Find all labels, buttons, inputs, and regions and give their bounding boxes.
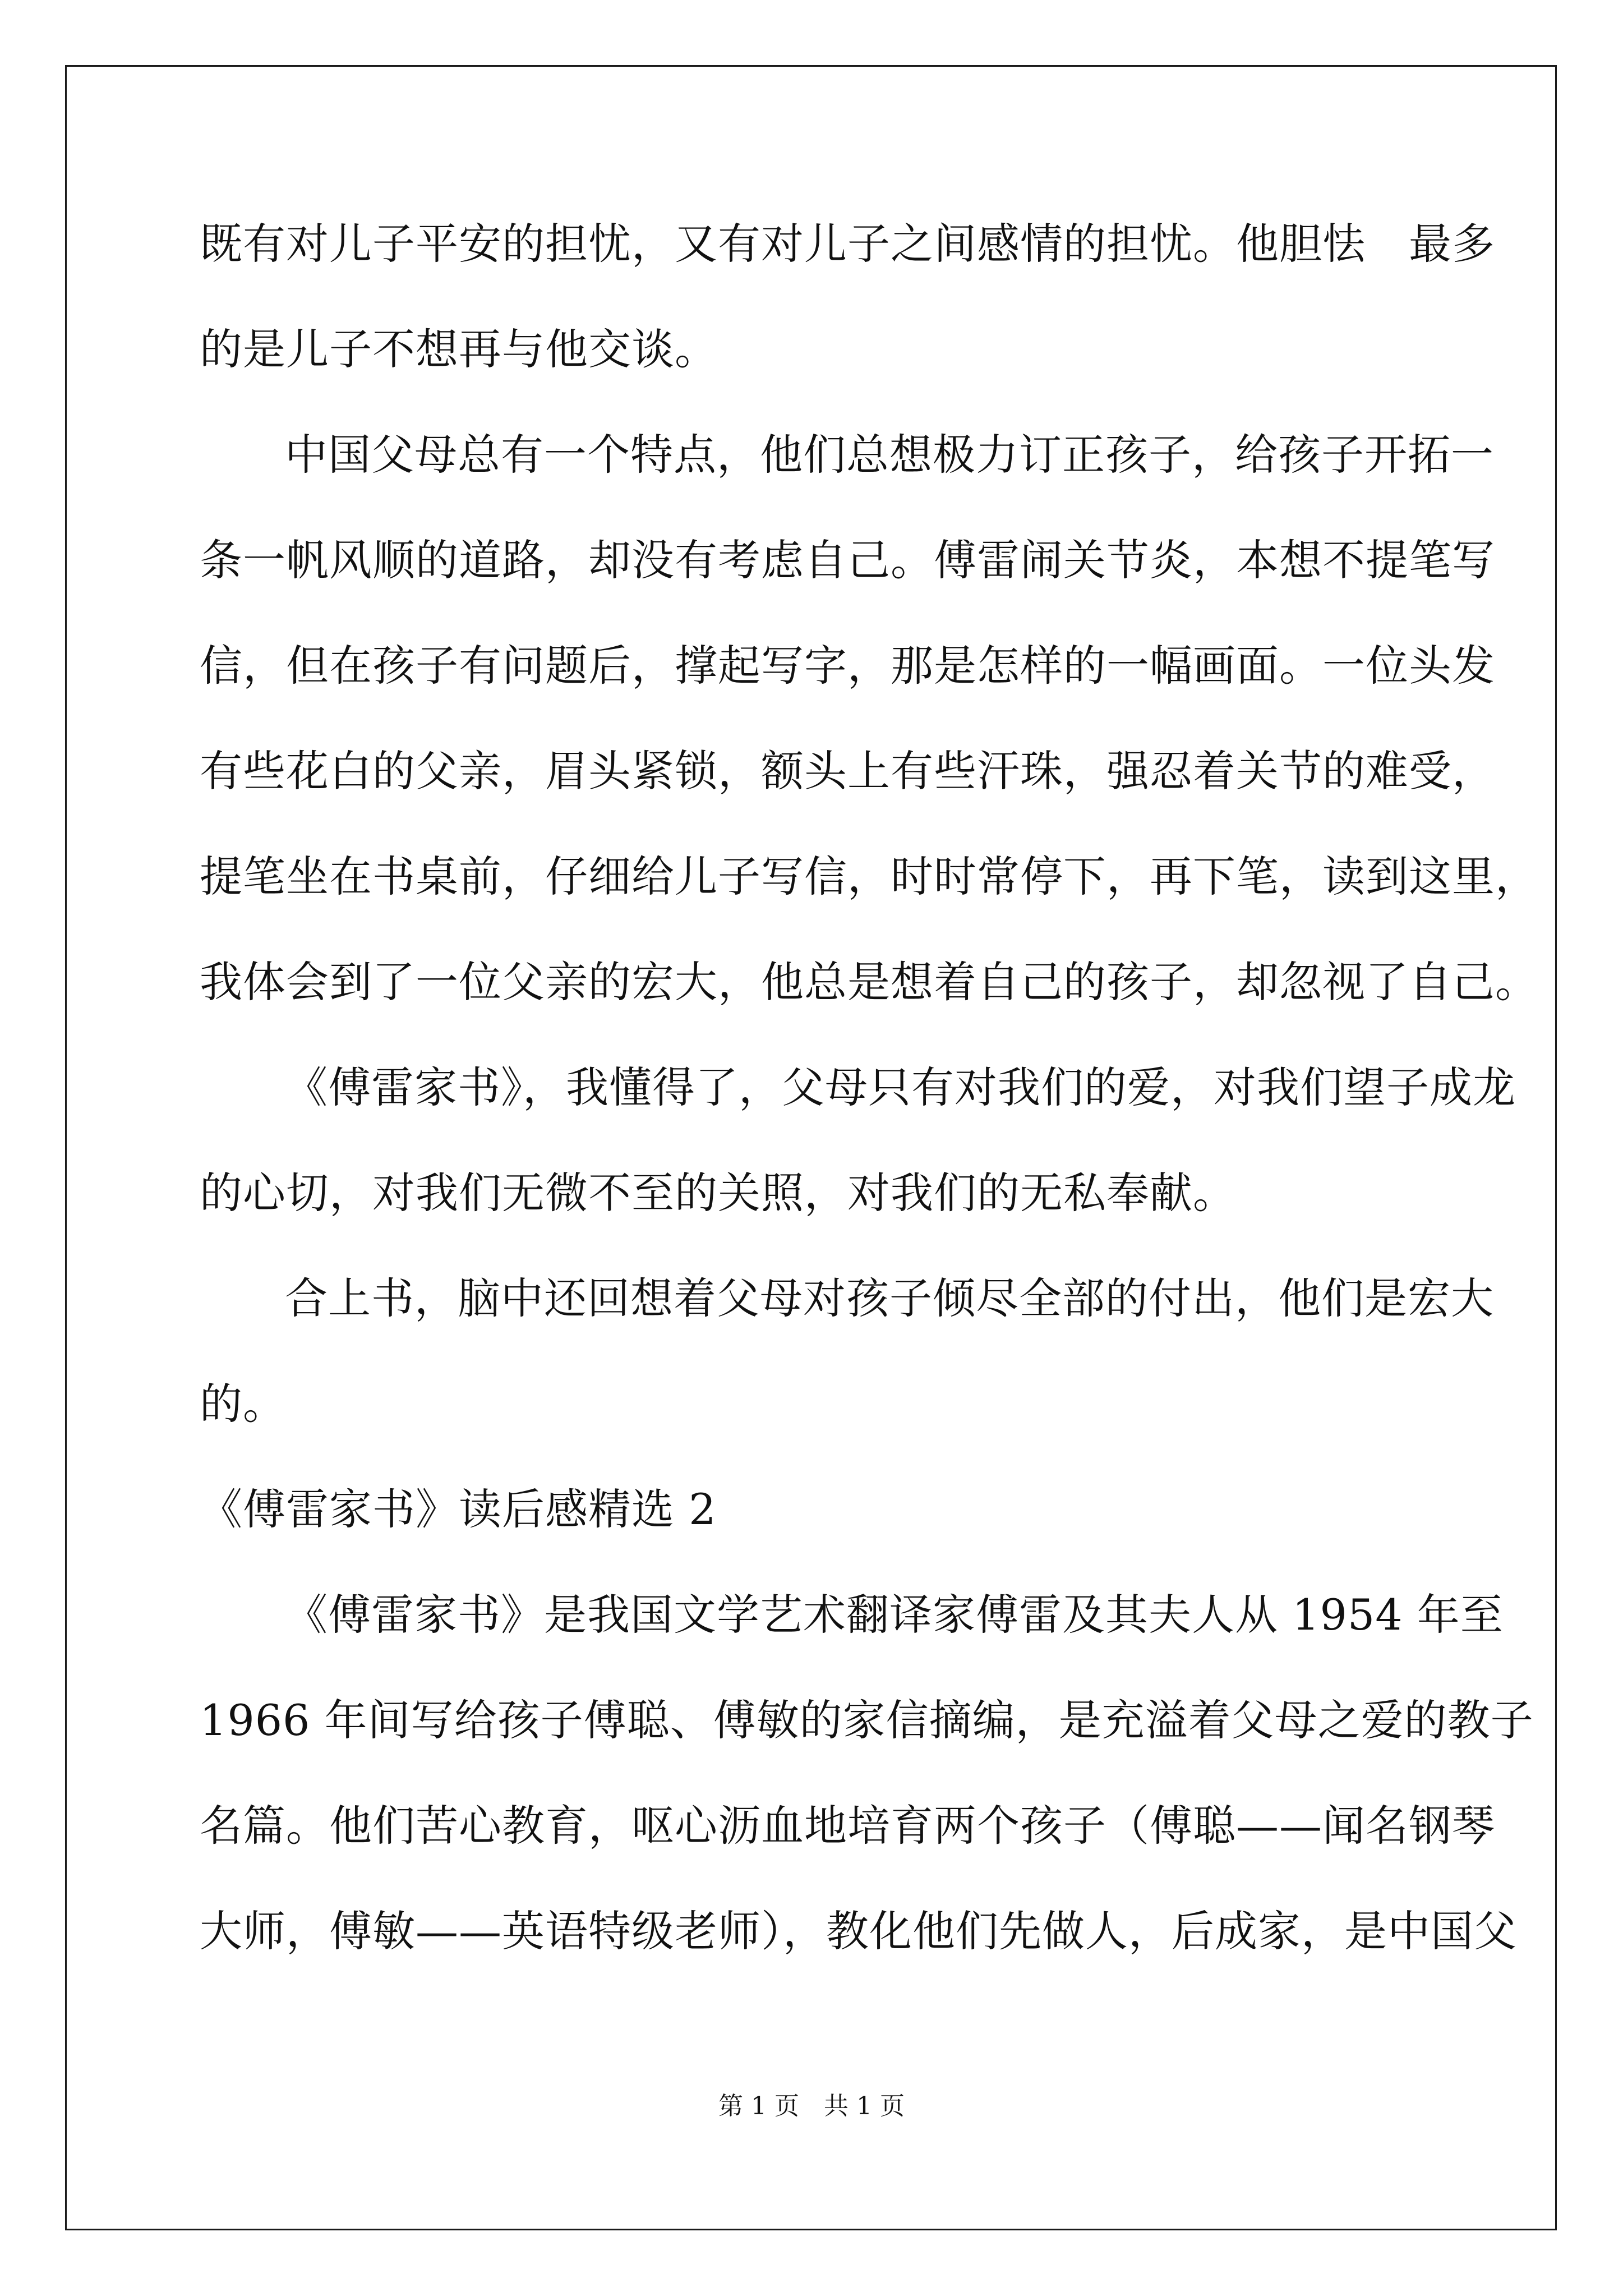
text-line: 《傅雷家书》，我懂得了，父母只有对我们的爱，对我们望子成龙 — [285, 1062, 1516, 1112]
document-body — [200, 213, 1538, 2006]
text-line: 既有对儿子平安的担忧，又有对儿子之间感情的担忧。他胆怯 最多 — [200, 219, 1495, 269]
text-line: 的心切，对我们无微不至的关照，对我们的无私奉献。 — [200, 1168, 1236, 1218]
text-line: 的。 — [200, 1379, 286, 1429]
text-line: 《傅雷家书》是我国文学艺术翻译家傅雷及其夫人从 1954 年至 — [285, 1590, 1504, 1640]
text-line: 有些花白的父亲，眉头紧锁，额头上有些汗珠，强忍着关节的难受， — [200, 746, 1495, 796]
text-line: 我体会到了一位父亲的宏大，他总是想着自己的孩子，却忽视了自己。 — [200, 957, 1538, 1007]
section-heading: 《傅雷家书》读后感精选 2 — [200, 1484, 717, 1534]
page-footer: 第 1 页 共 1 页 — [718, 2092, 905, 2120]
text-line: 提笔坐在书桌前，仔细给儿子写信，时时常停下，再下笔，读到这里， — [200, 852, 1538, 901]
text-line: 信，但在孩子有问题后，撑起写字，那是怎样的一幅画面。一位头发 — [200, 641, 1495, 691]
text-line: 1966 年间写给孩子傅聪、傅敏的家信摘编，是充溢着父母之爱的教子 — [200, 1695, 1534, 1745]
text-line: 中国父母总有一个特点，他们总想极力订正孩子，给孩子开拓一 — [285, 430, 1494, 480]
text-line: 名篇。他们苦心教育，呕心沥血地培育两个孩子（傅聪——闻名钢琴 — [200, 1801, 1495, 1851]
text-line: 合上书，脑中还回想着父母对孩子倾尽全部的付出，他们是宏大 — [285, 1273, 1494, 1323]
text-line: 条一帆风顺的道路，却没有考虑自己。傅雷闹关节炎，本想不提笔写 — [200, 535, 1495, 585]
text-line: 的是儿子不想再与他交谈。 — [200, 324, 718, 374]
text-line: 大师，傅敏——英语特级老师），教化他们先做人，后成家，是中国父 — [200, 1906, 1517, 1956]
